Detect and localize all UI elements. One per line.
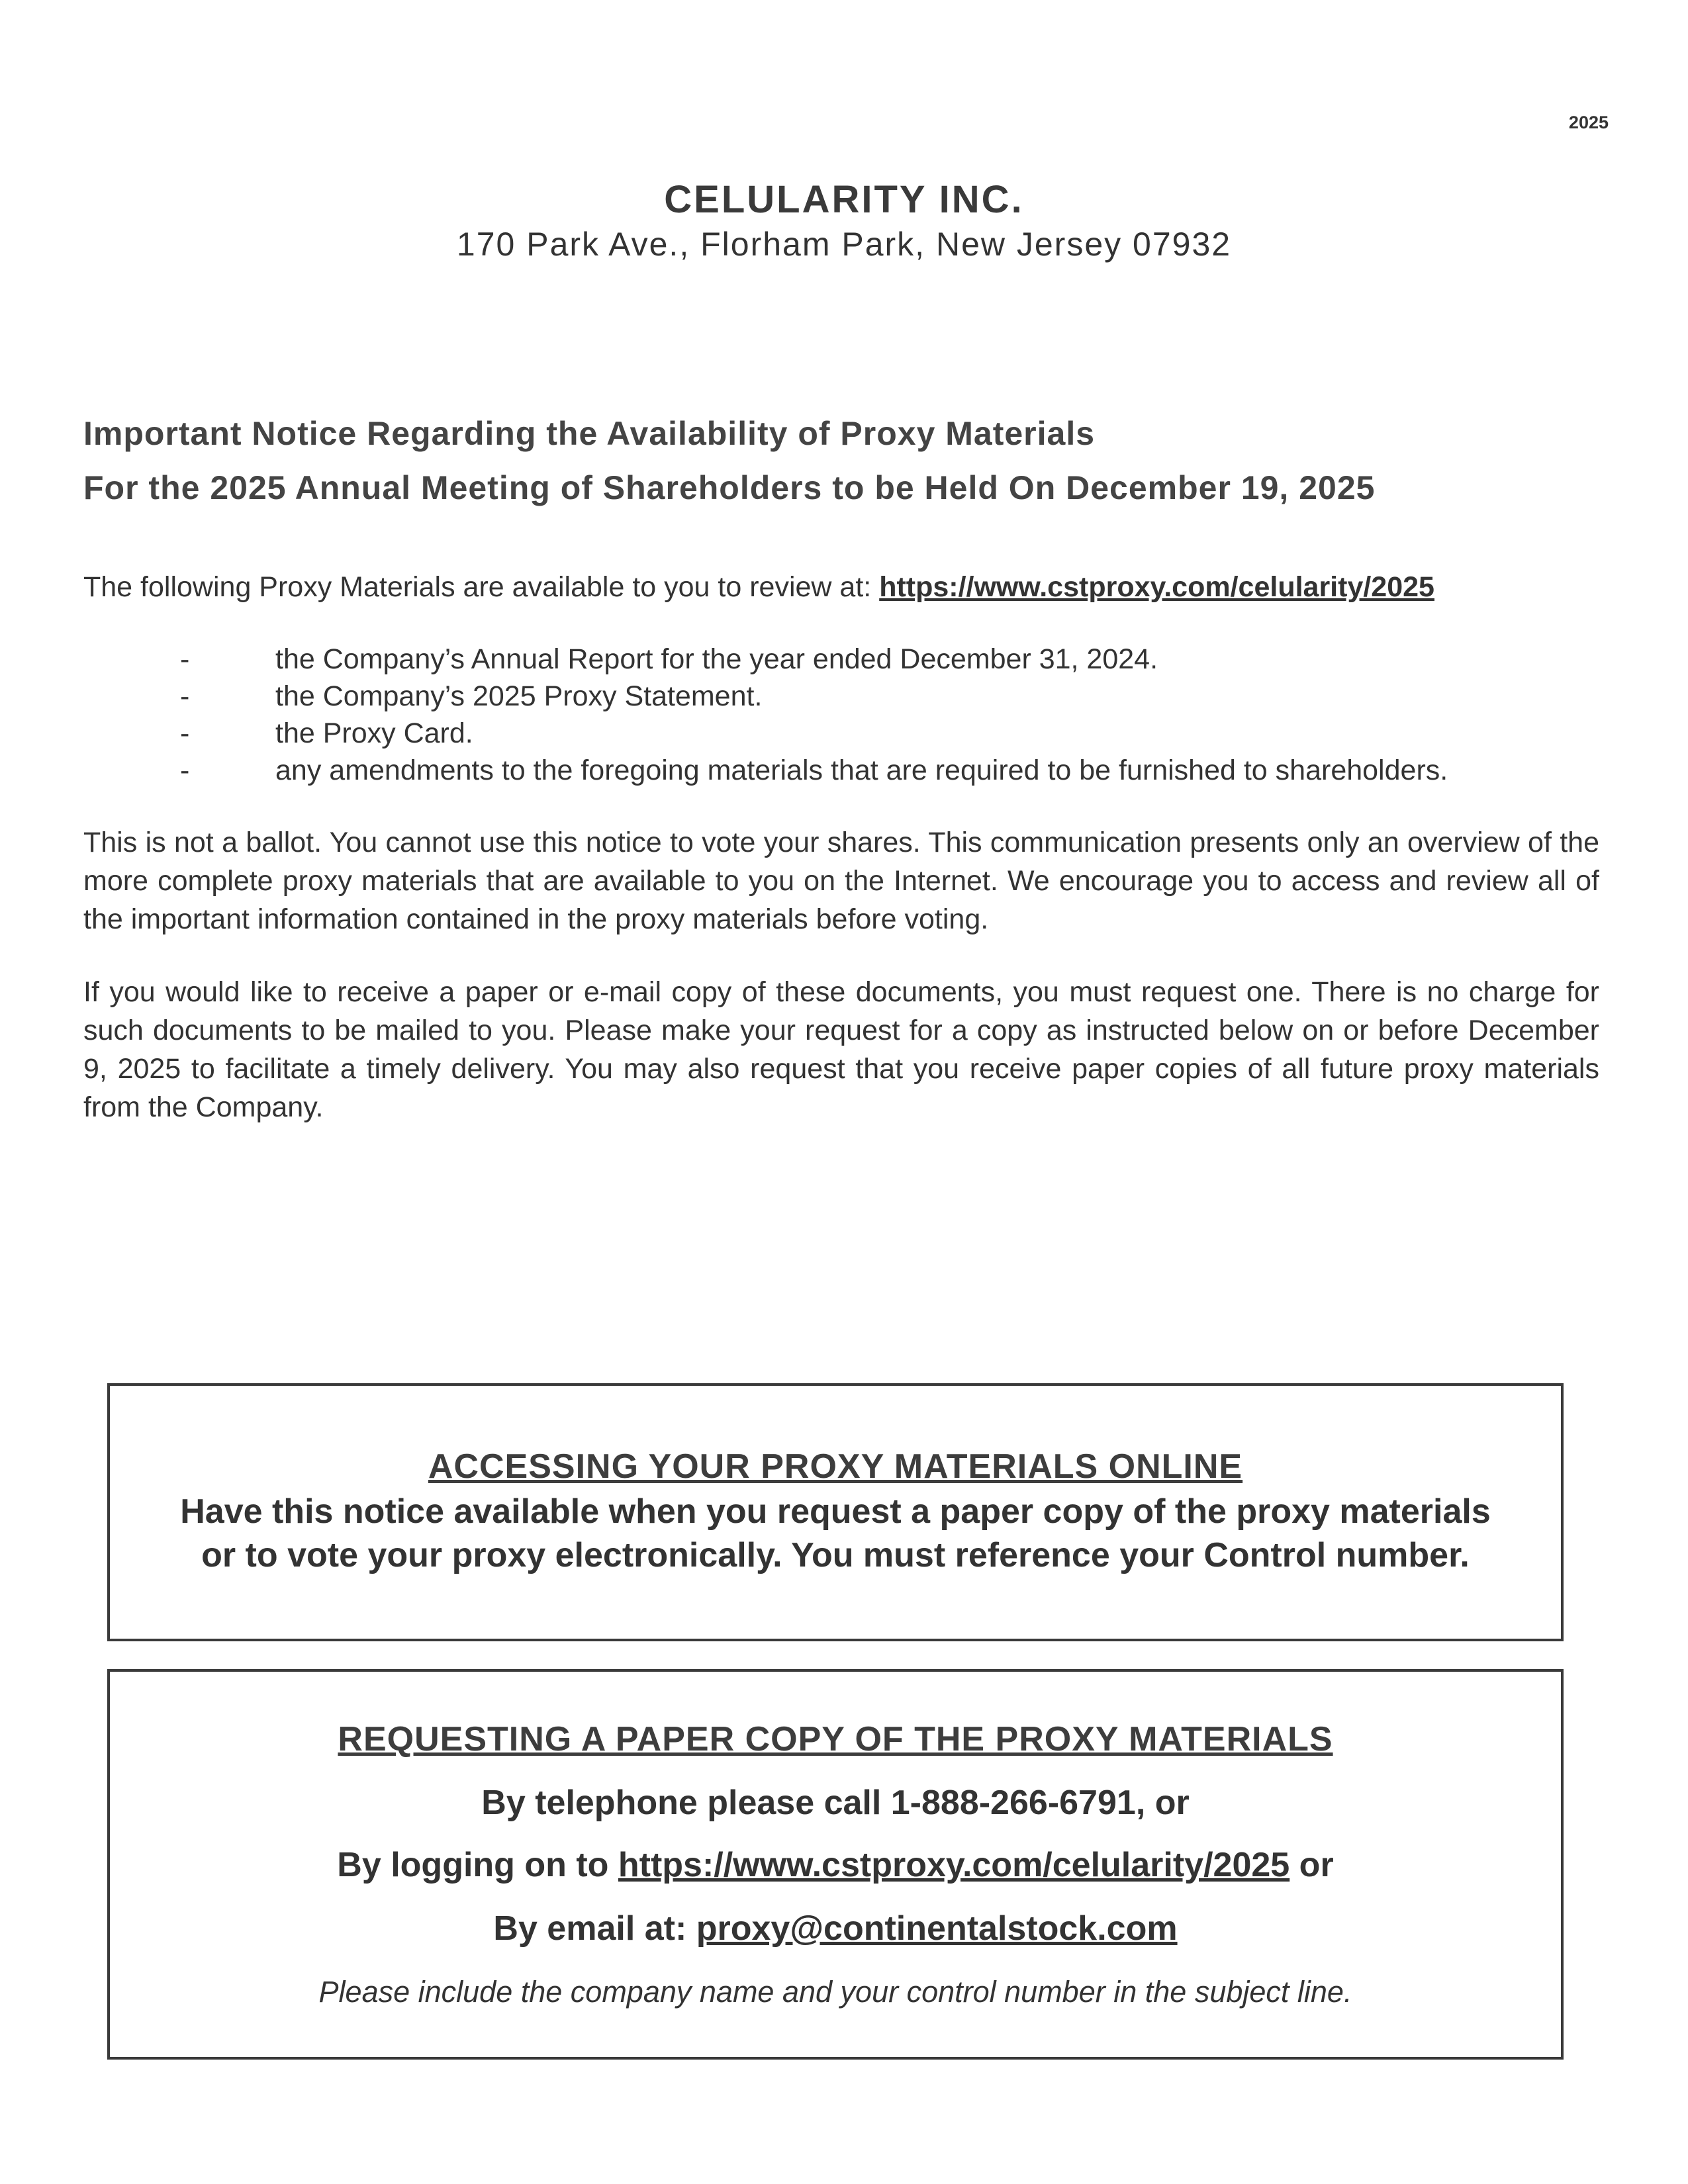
company-address: 170 Park Ave., Florham Park, New Jersey 07932 xyxy=(456,226,1232,263)
list-dash: - xyxy=(180,680,190,712)
logon-suffix: or xyxy=(1289,1846,1334,1884)
email-link[interactable]: proxy@continentalstock.com xyxy=(696,1909,1178,1948)
company-name: CELULARITY INC. xyxy=(664,178,1024,221)
intro-text: The following Proxy Materials are available to you to review at: xyxy=(83,571,880,603)
logon-url-link[interactable]: https://www.cstproxy.com/celularity/2025 xyxy=(618,1846,1290,1884)
notice-heading-line1: Important Notice Regarding the Availability of Proxy Materials xyxy=(83,415,1096,452)
list-item xyxy=(83,678,1606,715)
intro-paragraph xyxy=(83,568,1599,606)
email-line xyxy=(110,1909,1561,1948)
subject-line-note: Please include the company name and your control number in the subject line. xyxy=(318,1975,1352,2009)
paper-copy-paragraph: If you would like to receive a paper or e-mail copy of these documents, you must request one. There is no charge for such documents to be mailed to you. Please make your request for a copy as instructed below on or before December 9, 2025 to facilitate a timely delivery. You may also request that you receive paper copies of all future proxy materials from the Company. xyxy=(83,976,1599,1123)
logon-prefix: By logging on to xyxy=(337,1846,618,1884)
requesting-box-title: REQUESTING A PAPER COPY OF THE PROXY MATERIALS xyxy=(338,1720,1333,1758)
notice-heading-line2: For the 2025 Annual Meeting of Shareholders to be Held On December 19, 2025 xyxy=(83,469,1376,506)
document-year: 2025 xyxy=(1568,113,1609,132)
list-item-text: the Company’s 2025 Proxy Statement. xyxy=(275,680,763,712)
list-dash: - xyxy=(180,643,190,675)
not-ballot-paragraph: This is not a ballot. You cannot use this notice to vote your shares. This communication presents only an overview of the more complete proxy materials that are available to you on the Internet. We encourage you to access and review all of the important information contained in the proxy materials before voting. xyxy=(83,827,1599,935)
telephone-line: By telephone please call 1-888-266-6791, or xyxy=(481,1784,1190,1822)
list-item-text: the Company’s Annual Report for the year ended December 31, 2024. xyxy=(275,643,1158,675)
accessing-box-line2: or to vote your proxy electronically. You must reference your Control number. xyxy=(201,1536,1470,1574)
list-dash: - xyxy=(180,717,190,749)
list-item-text: any amendments to the foregoing materials that are required to be furnished to shareholders. xyxy=(275,754,1448,786)
requesting-paper-copy-box xyxy=(107,1669,1564,2060)
accessing-box-title: ACCESSING YOUR PROXY MATERIALS ONLINE xyxy=(428,1447,1243,1486)
list-dash: - xyxy=(180,754,190,786)
email-prefix: By email at: xyxy=(493,1909,696,1948)
list-item xyxy=(83,641,1606,678)
accessing-box-line1: Have this notice available when you request a paper copy of the proxy materials xyxy=(180,1492,1491,1531)
materials-list xyxy=(83,641,1606,789)
accessing-online-box xyxy=(107,1383,1564,1641)
list-item-text: the Proxy Card. xyxy=(275,717,473,749)
proxy-materials-link[interactable]: https://www.cstproxy.com/celularity/2025 xyxy=(879,571,1434,603)
list-item xyxy=(83,715,1606,752)
logon-line xyxy=(110,1845,1561,1885)
list-item xyxy=(83,752,1606,789)
